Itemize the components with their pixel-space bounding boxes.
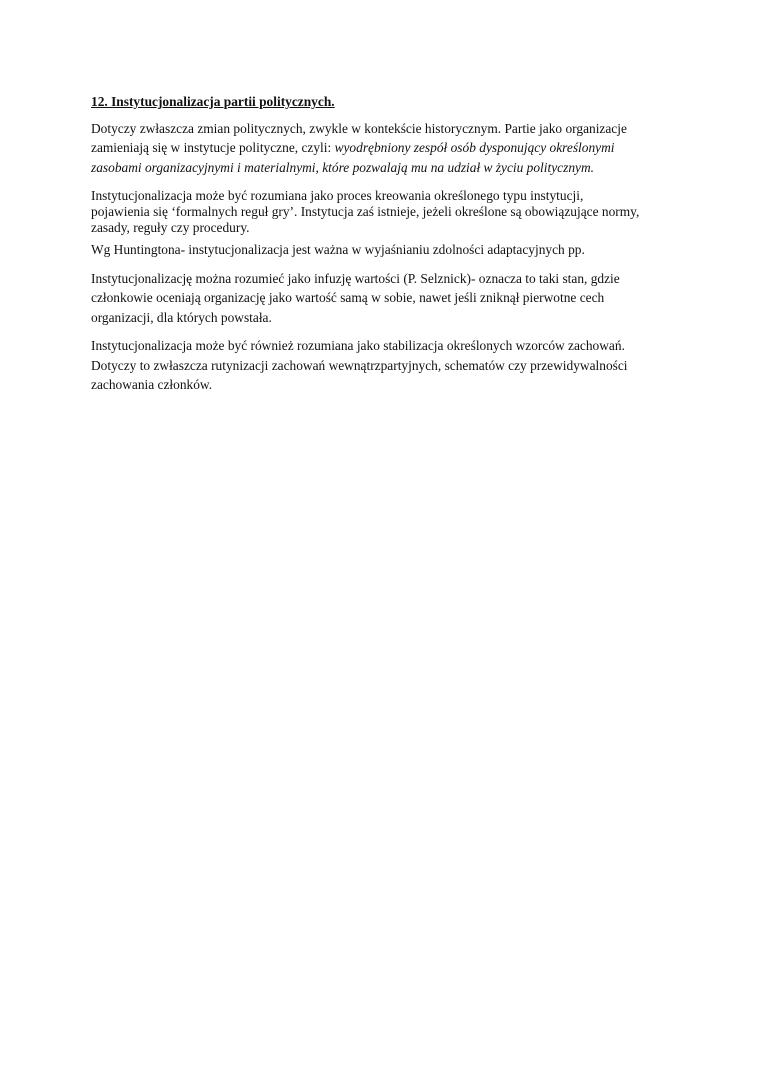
- paragraph-stabilization: [91, 336, 681, 395]
- paragraph-intro-line-2: [91, 138, 681, 158]
- paragraph-selznick-line-2: członkowie oceniają organizację jako wartość samą w sobie, nawet jeśli zniknął pierwotne cech: [91, 290, 605, 305]
- paragraph-process-line-3: zasady, reguły czy procedury.: [91, 220, 250, 235]
- document-body: [91, 92, 681, 395]
- paragraph-spacer: [91, 177, 681, 188]
- paragraph-intro-line-1: Dotyczy zwłaszcza zmian politycznych, zwykle w kontekście historycznym. Partie jako organizacje: [91, 120, 627, 136]
- section-heading: 12. Instytucjonalizacja partii politycznych.: [91, 94, 335, 109]
- paragraph-intro: [91, 119, 681, 178]
- paragraph-process-line-1: Instytucjonalizacja może być rozumiana jako proces kreowania określonego typu instytucji,: [91, 188, 584, 203]
- paragraph-stabilization-line-3: zachowania członków.: [91, 377, 213, 392]
- paragraph-intro-line-2-text: zamieniają się w instytucje polityczne, czyli:: [91, 140, 335, 155]
- definition-emphasis-part-2: zasobami organizacyjnymi i materialnymi, które pozwalają mu na udział w życiu politycznym.: [91, 159, 594, 175]
- paragraph-huntington-line-1: Wg Huntingtona- instytucjonalizacja jest ważna w wyjaśnianiu zdolności adaptacyjnych pp.: [91, 242, 585, 257]
- paragraph-stabilization-line-2: Dotyczy to zwłaszcza rutynizacji zachowań wewnątrzpartyjnych, schematów czy przewidywalności: [91, 357, 628, 373]
- paragraph-spacer: [91, 327, 681, 336]
- paragraph-stabilization-line-1: Instytucjonalizacja może być również rozumiana jako stabilizacja określonych wzorców zachowań.: [91, 338, 625, 353]
- paragraph-selznick-line-1: Instytucjonalizację można rozumieć jako infuzję wartości (P. Selznick)- oznacza to taki stan, gdzie: [91, 270, 620, 286]
- paragraph-process: [91, 188, 681, 236]
- paragraph-process-line-2: pojawienia się ‘formalnych reguł gry’. Instytucja zaś istnieje, jeżeli określone są obowiązujące normy,: [91, 204, 640, 219]
- paragraph-huntington: [91, 240, 681, 260]
- paragraph-selznick-line-3: organizacji, dla których powstała.: [91, 309, 272, 325]
- definition-emphasis-part-1: wyodrębniony zespół osób dysponujący określonymi: [334, 140, 615, 155]
- paragraph-spacer: [91, 260, 681, 269]
- paragraph-selznick: [91, 269, 681, 328]
